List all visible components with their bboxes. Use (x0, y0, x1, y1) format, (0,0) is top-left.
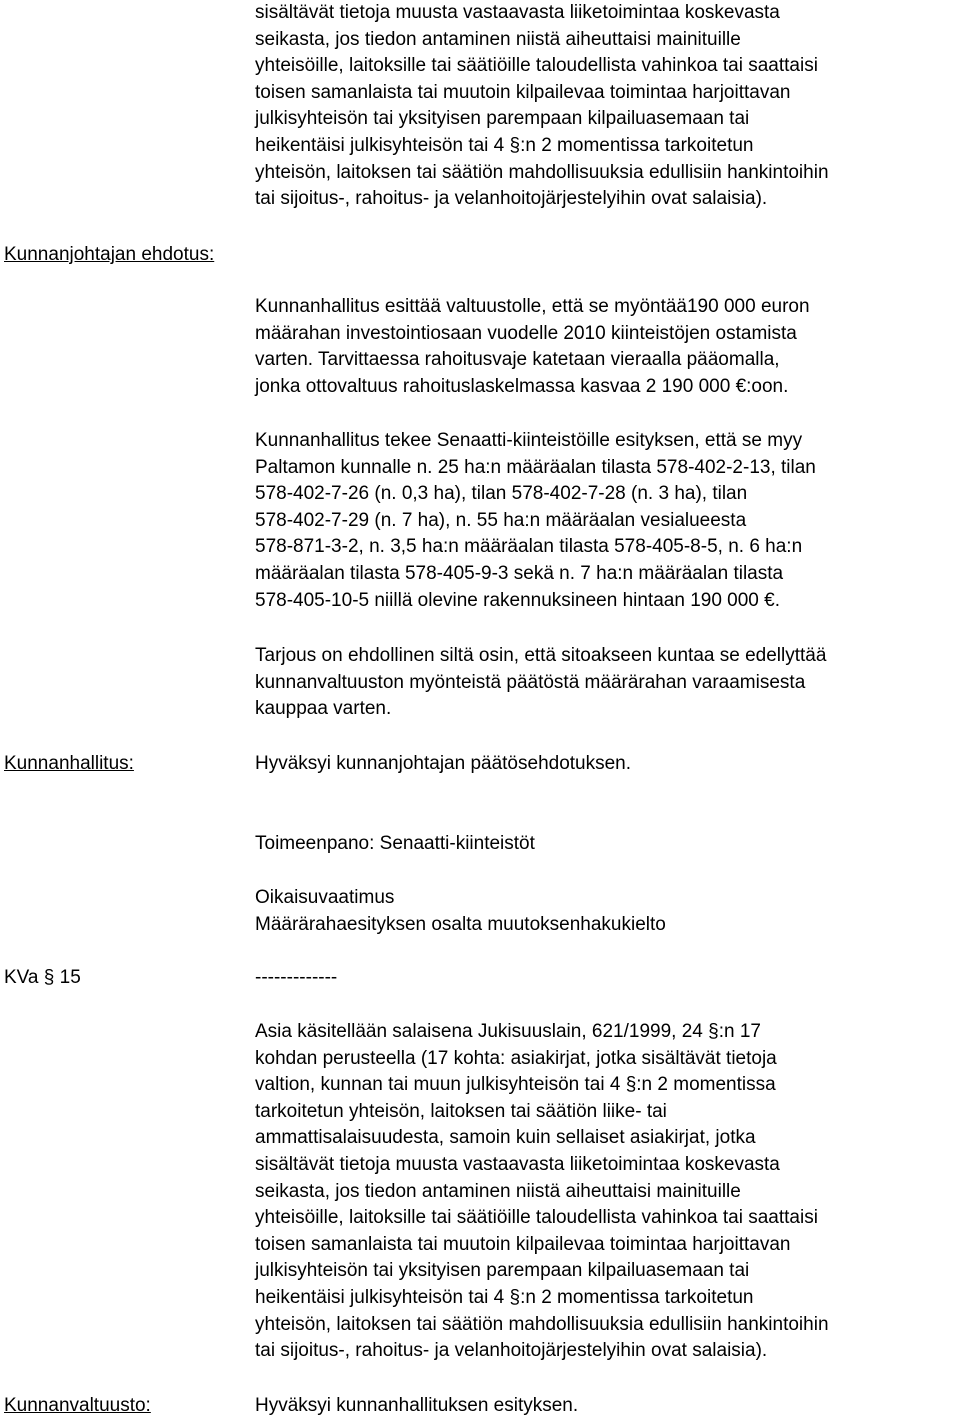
paragraph-line: jonka ottovaltuus rahoituslaskelmassa kasvaa 2 190 000 €:oon. (255, 375, 789, 397)
paragraph-line: Asia käsitellään salaisena Jukisuuslain, 621/1999, 24 §:n 17 (255, 1021, 761, 1042)
paragraph-line: 578-871-3-2, n. 3,5 ha:n määräalan tilasta 578-405-8-5, n. 6 ha:n (255, 536, 803, 558)
toimeenpano-text: Toimeenpano: Senaatti-kiinteistöt (255, 833, 535, 854)
paragraph-line: tarkoitetun yhteisön, laitoksen tai säätiön liike- tai (255, 1100, 667, 1122)
paragraph-line: sisältävät tietoja muusta vastaavasta liiketoimintaa koskevasta (255, 1153, 780, 1175)
paragraph-line: seikasta, jos tiedon antaminen niistä aiheuttaisi mainituille (255, 1180, 741, 1202)
kunnanjohtaja-label: Kunnanjohtajan ehdotus: (4, 244, 215, 265)
proposal-paragraph-1 (255, 294, 960, 400)
paragraph-line: kunnanvaltuuston myönteistä päätöstä määrärahan varaamisesta (255, 671, 806, 693)
oikaisu-title: Oikaisuvaatimus (255, 887, 395, 908)
paragraph-line: heikentäisi julkisyhteisön tai 4 §:n 2 momentissa tarkoitetun (255, 1286, 754, 1308)
paragraph-line: yhteisön, laitoksen tai säätiön mahdollisuuksia edullisiin hankintoihin (255, 161, 829, 183)
paragraph-line: määräalan tilasta 578-405-9-3 sekä n. 7 ha:n määräalan tilasta (255, 562, 784, 584)
proposal-paragraph-2 (255, 428, 960, 614)
paragraph-line: Paltamon kunnalle n. 25 ha:n määräalan tilasta 578-402-2-13, tilan (255, 456, 816, 478)
paragraph-line: ammattisalaisuudesta, samoin kuin sellaiset asiakirjat, jotka (255, 1127, 756, 1149)
kunnanhallitus-decision: Hyväksyi kunnanjohtajan päätösehdotuksen. (255, 753, 632, 774)
paragraph-line: julkisyhteisön tai yksityisen parempaan kilpailuasemaan tai (255, 108, 750, 130)
paragraph-line: toisen samanlaista tai muutoin kilpailevaa toimintaa harjoittavan (255, 1233, 791, 1255)
paragraph-line: yhteisöille, laitoksille tai säätiöille taloudellista vahinkoa tai saattaisi (255, 1207, 818, 1229)
paragraph-line: 578-402-7-29 (n. 7 ha), n. 55 ha:n määräalan vesialueesta (255, 509, 747, 531)
kva-label: KVa § 15 (4, 967, 81, 988)
paragraph-line: toisen samanlaista tai muutoin kilpailevaa toimintaa harjoittavan (255, 81, 791, 103)
proposal-paragraph-3 (255, 643, 960, 723)
oikaisu-text: Määrärahaesityksen osalta muutoksenhakukielto (255, 914, 666, 935)
paragraph-line: Tarjous on ehdollinen siltä osin, että sitoakseen kuntaa se edellyttää (255, 645, 827, 666)
paragraph-line: julkisyhteisön tai yksityisen parempaan kilpailuasemaan tai (255, 1260, 750, 1282)
paragraph-line: yhteisön, laitoksen tai säätiön mahdollisuuksia edullisiin hankintoihin (255, 1313, 829, 1335)
paragraph-line: Kunnanhallitus tekee Senaatti-kiinteistöille esityksen, että se myy (255, 430, 803, 451)
kunnanhallitus-label: Kunnanhallitus: (4, 753, 134, 774)
paragraph-line: heikentäisi julkisyhteisön tai 4 §:n 2 momentissa tarkoitetun (255, 134, 754, 156)
bottom-paragraph (255, 1019, 960, 1365)
paragraph-line: valtion, kunnan tai muun julkisyhteisön tai 4 §:n 2 momentissa (255, 1074, 776, 1096)
paragraph-line: kauppaa varten. (255, 698, 392, 720)
paragraph-line: tai sijoitus-, rahoitus- ja velanhoitojärjestelyihin ovat salaisia). (255, 1340, 768, 1362)
paragraph-line: sisältävät tietoja muusta vastaavasta liiketoimintaa koskevasta (255, 2, 780, 23)
paragraph-line: Kunnanhallitus esittää valtuustolle, että se myöntää190 000 euron (255, 296, 810, 317)
paragraph-line: seikasta, jos tiedon antaminen niistä aiheuttaisi mainituille (255, 28, 741, 50)
paragraph-line: määrahan investointiosaan vuodelle 2010 kiinteistöjen ostamista (255, 322, 797, 344)
paragraph-line: 578-405-10-5 niillä olevine rakennuksineen hintaan 190 000 €. (255, 589, 780, 611)
paragraph-line: tai sijoitus-, rahoitus- ja velanhoitojärjestelyihin ovat salaisia). (255, 188, 768, 210)
paragraph-line: varten. Tarvittaessa rahoitusvaje katetaan vieraalla pääomalla, (255, 349, 780, 371)
kunnanvaltuusto-label: Kunnanvaltuusto: (4, 1395, 151, 1416)
paragraph-line: kohdan perusteella (17 kohta: asiakirjat, jotka sisältävät tietoja (255, 1047, 777, 1069)
top-paragraph (255, 0, 960, 213)
kva-dashes: ------------- (255, 967, 338, 988)
kunnanvaltuusto-decision: Hyväksyi kunnanhallituksen esityksen. (255, 1395, 579, 1416)
paragraph-line: yhteisöille, laitoksille tai säätiöille taloudellista vahinkoa tai saattaisi (255, 55, 818, 77)
paragraph-line: 578-402-7-26 (n. 0,3 ha), tilan 578-402-7-28 (n. 3 ha), tilan (255, 483, 748, 505)
